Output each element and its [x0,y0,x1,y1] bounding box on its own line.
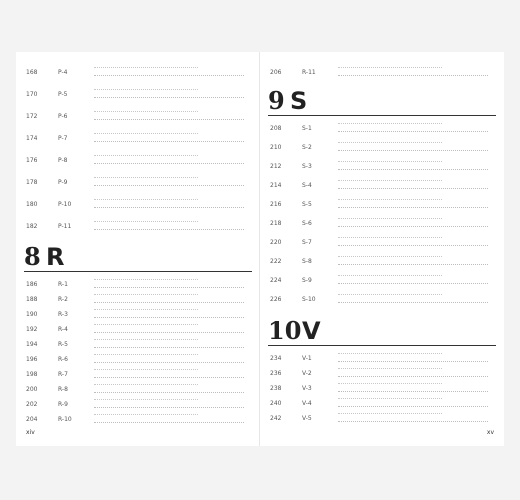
entry-description [94,89,198,94]
entry-title [94,422,244,429]
entry-title [94,229,244,236]
entry-code: P-7 [58,135,68,142]
index-row [16,110,260,132]
entry-title [338,302,488,309]
section-letter: V [302,317,321,345]
entry-description [338,123,442,128]
entry-description [94,221,198,226]
entry-page-number: 220 [270,239,282,246]
index-row [16,66,260,88]
entry-code: S-2 [302,144,312,151]
entry-code: V-3 [302,385,312,392]
page-folio: xv [486,429,494,436]
entry-code: P-10 [58,201,72,208]
entry-page-number: 208 [270,125,282,132]
entry-code: R-10 [58,416,72,423]
entry-page-number: 226 [270,296,282,303]
entry-code: R-5 [58,341,68,348]
entry-page-number: 172 [26,113,38,120]
entry-page-number: 216 [270,201,282,208]
entry-code: P-5 [58,91,68,98]
entry-description [338,218,442,223]
entry-description [94,414,198,419]
index-row [260,66,504,88]
entry-code: P-9 [58,179,68,186]
entry-description [94,155,198,160]
entry-page-number: 224 [270,277,282,284]
entry-code: S-9 [302,277,312,284]
section-header-r [24,244,252,274]
section-rule [268,115,496,116]
entry-code: V-5 [302,415,312,422]
entry-page-number: 240 [270,400,282,407]
entry-description [338,294,442,299]
entry-description [94,369,198,374]
entry-code: R-6 [58,356,68,363]
entry-description [94,111,198,116]
entry-description [94,324,198,329]
entry-code: R-4 [58,326,68,333]
entry-page-number: 212 [270,163,282,170]
entry-code: P-6 [58,113,68,120]
entry-code: R-11 [302,69,316,76]
entry-page-number: 196 [26,356,38,363]
entry-description [338,256,442,261]
page-folio: xiv [26,429,35,436]
section-header-s [268,88,496,118]
entry-page-number: 222 [270,258,282,265]
entry-code: R-9 [58,401,68,408]
section-number: 10 [268,316,302,345]
entry-description [338,398,442,403]
entry-title [338,264,488,271]
entry-description [338,142,442,147]
entry-code: R-2 [58,296,68,303]
entry-title [94,119,244,126]
entry-code: S-3 [302,163,312,170]
entry-title [338,188,488,195]
entry-page-number: 192 [26,326,38,333]
entry-page-number: 188 [26,296,38,303]
entry-page-number: 194 [26,341,38,348]
index-row [260,293,504,315]
entry-description [94,279,198,284]
entry-title [338,245,488,252]
entry-description [338,353,442,358]
index-row [16,132,260,154]
entry-code: R-7 [58,371,68,378]
entry-title [338,131,488,138]
entry-code: R-1 [58,281,68,288]
entry-title [94,207,244,214]
entry-page-number: 176 [26,157,38,164]
entry-code: V-1 [302,355,312,362]
entry-description [94,354,198,359]
entry-description [94,339,198,344]
entry-code: R-8 [58,386,68,393]
entry-code: P-11 [58,223,72,230]
entry-title [338,169,488,176]
entry-page-number: 238 [270,385,282,392]
entry-page-number: 174 [26,135,38,142]
entry-code: S-1 [302,125,312,132]
entry-page-number: 202 [26,401,38,408]
entry-code: S-5 [302,201,312,208]
entry-title [338,226,488,233]
entry-code: V-2 [302,370,312,377]
entry-page-number: 234 [270,355,282,362]
entry-description [338,161,442,166]
entry-page-number: 168 [26,69,38,76]
index-row [16,176,260,198]
entry-description [338,199,442,204]
entry-title [94,185,244,192]
entry-page-number: 186 [26,281,38,288]
entry-code: V-4 [302,400,312,407]
entry-page-number: 190 [26,311,38,318]
entry-description [338,67,442,72]
entry-description [94,177,198,182]
entry-page-number: 178 [26,179,38,186]
entry-code: S-10 [302,296,316,303]
entry-code: S-7 [302,239,312,246]
entry-code: P-8 [58,157,68,164]
entry-page-number: 206 [270,69,282,76]
entry-code: P-4 [58,69,68,76]
entry-title [94,97,244,104]
entry-title [338,283,488,290]
entry-page-number: 204 [26,416,38,423]
entry-page-number: 170 [26,91,38,98]
index-row [16,88,260,110]
entry-code: R-3 [58,311,68,318]
index-row [16,198,260,220]
entry-description [94,384,198,389]
entry-description [94,294,198,299]
entry-description [338,275,442,280]
entry-description [94,67,198,72]
index-row [16,413,260,435]
entry-page-number: 218 [270,220,282,227]
section-letter: S [290,87,308,115]
entry-code: S-4 [302,182,312,189]
section-rule [24,271,252,272]
entry-title [338,421,488,428]
entry-page-number: 200 [26,386,38,393]
entry-page-number: 198 [26,371,38,378]
entry-title [338,150,488,157]
entry-page-number: 236 [270,370,282,377]
entry-description [94,399,198,404]
entry-page-number: 182 [26,223,38,230]
section-rule [268,345,496,346]
section-header-v [268,318,496,348]
entry-description [94,199,198,204]
entry-page-number: 242 [270,415,282,422]
left-page [16,52,260,446]
index-row [16,154,260,176]
entry-description [338,413,442,418]
book-spread [16,52,504,446]
entry-title [94,163,244,170]
entry-page-number: 210 [270,144,282,151]
entry-description [338,237,442,242]
entry-page-number: 214 [270,182,282,189]
entry-description [338,368,442,373]
entry-title [338,75,488,82]
index-row [260,412,504,434]
entry-page-number: 180 [26,201,38,208]
right-page [260,52,504,446]
entry-description [338,383,442,388]
entry-title [338,207,488,214]
entry-description [94,133,198,138]
section-number: 8 [24,242,41,271]
section-number: 9 [268,86,285,115]
entry-code: S-8 [302,258,312,265]
entry-title [94,75,244,82]
entry-code: S-6 [302,220,312,227]
entry-description [338,180,442,185]
entry-description [94,309,198,314]
index-row [16,220,260,242]
entry-title [94,141,244,148]
section-letter: R [46,243,65,271]
